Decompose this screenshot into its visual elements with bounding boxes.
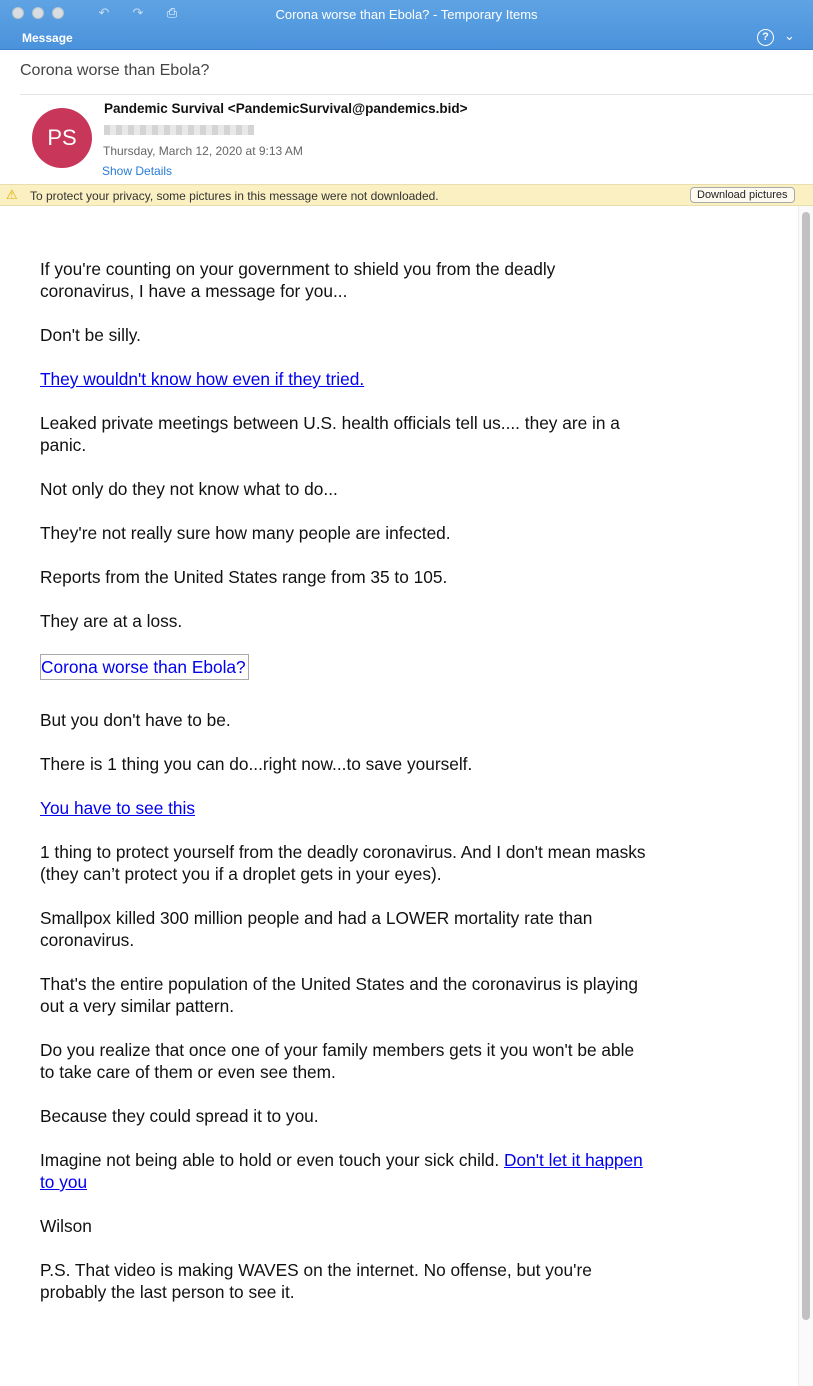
warning-icon: ⚠ — [6, 187, 18, 202]
redo-icon[interactable]: ↷ — [132, 5, 144, 20]
printer-icon[interactable]: ⎙ — [166, 5, 178, 20]
body-paragraph: That's the entire population of the United States and the coronavirus is playing out a very similar pattern. — [40, 974, 638, 1016]
title-bar — [0, 0, 813, 50]
body-paragraph: 1 thing to protect yourself from the deadly coronavirus. And I don't mean masks (they can’t protect you if a droplet gets in your eyes). — [40, 842, 646, 884]
body-paragraph — [40, 1149, 650, 1193]
avatar: PS — [32, 108, 92, 168]
message-body — [40, 258, 650, 1325]
image-placeholder-link[interactable]: Corona worse than Ebola? — [40, 654, 249, 680]
body-paragraph: Not only do they not know what to do... — [40, 479, 338, 499]
message-subject: Corona worse than Ebola? — [20, 62, 210, 79]
body-paragraph: Reports from the United States range from 35 to 105. — [40, 567, 448, 587]
postscript: P.S. That video is making WAVES on the internet. No offense, but you're probably the last person to see it. — [40, 1260, 592, 1302]
recipient-redacted — [104, 125, 254, 135]
body-paragraph: But you don't have to be. — [40, 710, 231, 730]
signature: Wilson — [40, 1216, 92, 1236]
body-paragraph: Don't be silly. — [40, 325, 141, 345]
body-link[interactable]: You have to see this — [40, 798, 196, 818]
body-paragraph: Leaked private meetings between U.S. health officials tell us.... they are in a panic. — [40, 413, 620, 455]
body-link[interactable]: Don't let it happen to you — [40, 1150, 643, 1192]
body-paragraph: Smallpox killed 300 million people and had a LOWER mortality rate than coronavirus. — [40, 908, 593, 950]
show-details-link[interactable]: Show Details — [102, 164, 173, 178]
body-paragraph: Because they could spread it to you. — [40, 1106, 319, 1126]
scrollbar-thumb[interactable] — [802, 212, 810, 1320]
chevron-down-icon[interactable]: ⌄ — [784, 28, 795, 43]
undo-icon[interactable]: ↶ — [98, 5, 110, 20]
tab-message[interactable]: Message — [22, 31, 73, 45]
body-paragraph: There is 1 thing you can do...right now...to save yourself. — [40, 754, 473, 774]
privacy-notice-text: To protect your privacy, some pictures in this message were not downloaded. — [30, 189, 439, 203]
privacy-notice-bar — [0, 184, 813, 206]
message-date: Thursday, March 12, 2020 at 9:13 AM — [103, 144, 303, 158]
header-divider — [20, 94, 813, 95]
body-text: Imagine not being able to hold or even touch your sick child. — [40, 1150, 504, 1170]
body-paragraph: Do you realize that once one of your family members gets it you won't be able to take care of them or even see them. — [40, 1040, 635, 1082]
body-paragraph: If you're counting on your government to shield you from the deadly coronavirus, I have a message for you... — [40, 259, 556, 301]
help-icon[interactable]: ? — [757, 29, 774, 46]
body-paragraph: They're not really sure how many people are infected. — [40, 523, 451, 543]
sender-address[interactable]: Pandemic Survival <PandemicSurvival@pandemics.bid> — [104, 101, 468, 116]
body-paragraph: They are at a loss. — [40, 611, 183, 631]
window-title: Corona worse than Ebola? - Temporary Items — [275, 7, 538, 22]
body-link[interactable]: They wouldn't know how even if they tried. — [40, 369, 365, 389]
download-pictures-button[interactable]: Download pictures — [690, 187, 795, 203]
